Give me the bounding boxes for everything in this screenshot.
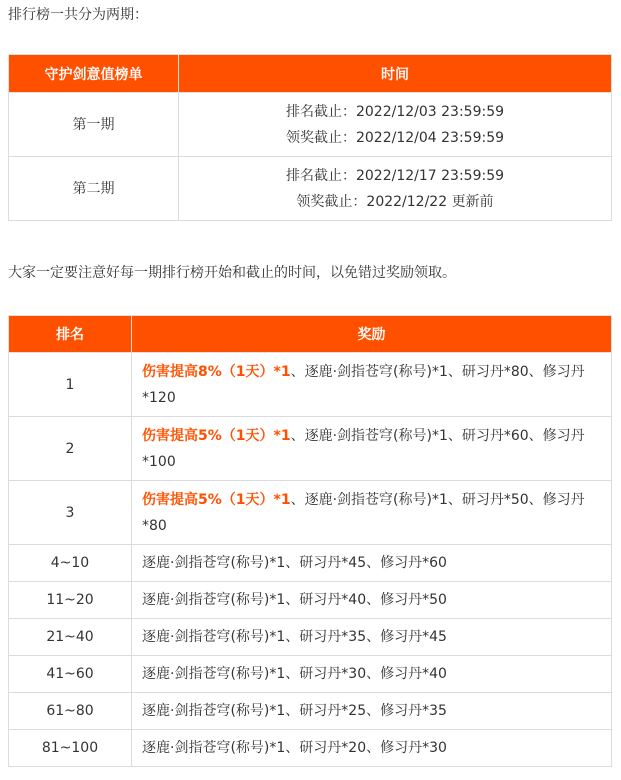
table-row [9, 582, 612, 619]
rank-cell: 1 [9, 353, 132, 417]
claim-deadline: 领奖截止：2022/12/04 23:59:59 [285, 129, 505, 146]
reward-cell: 逐鹿·剑指苍穹(称号)*1、研习丹*45、修习丹*60 [132, 545, 612, 582]
table-row [9, 545, 612, 582]
reward-highlight: 伤害提高5%（1天）*1 [142, 491, 291, 508]
reward-highlight: 伤害提高5%（1天）*1 [142, 427, 291, 444]
notice-text: 大家一定要注意好每一期排行榜开始和截止的时间，以免错过奖励领取。 [8, 265, 456, 281]
reward-cell [132, 353, 612, 417]
rank-cell: 61~80 [9, 693, 132, 730]
header-time: 时间 [179, 55, 612, 93]
rank-deadline: 排名截止：2022/12/03 23:59:59 [285, 103, 505, 120]
periods-table [8, 54, 612, 221]
reward-cell: 逐鹿·剑指苍穹(称号)*1、研习丹*35、修习丹*45 [132, 619, 612, 656]
rank-cell: 21~40 [9, 619, 132, 656]
reward-cell [132, 417, 612, 481]
reward-cell: 逐鹿·剑指苍穹(称号)*1、研习丹*20、修习丹*30 [132, 730, 612, 767]
intro-text: 排行榜一共分为两期： [8, 7, 148, 23]
reward-items: 、逐鹿·剑指苍穹(称号)*1、研习丹*50、修习丹*80 [142, 491, 585, 534]
table-row [9, 619, 612, 656]
period-name: 第二期 [9, 157, 179, 221]
reward-cell [132, 481, 612, 545]
header-reward: 奖励 [132, 316, 612, 353]
table-row [9, 481, 612, 545]
table-row [9, 353, 612, 417]
reward-highlight: 伤害提高8%（1天）*1 [142, 363, 291, 380]
rank-cell: 41~60 [9, 656, 132, 693]
rank-cell: 2 [9, 417, 132, 481]
rank-cell: 11~20 [9, 582, 132, 619]
reward-cell: 逐鹿·剑指苍穹(称号)*1、研习丹*30、修习丹*40 [132, 656, 612, 693]
rank-cell: 81~100 [9, 730, 132, 767]
period-name: 第一期 [9, 93, 179, 157]
rank-deadline: 排名截止：2022/12/17 23:59:59 [285, 167, 505, 184]
rank-cell: 4~10 [9, 545, 132, 582]
table-row [9, 730, 612, 767]
table-row [9, 417, 612, 481]
table-row [9, 693, 612, 730]
header-rank: 排名 [9, 316, 132, 353]
reward-items: 、逐鹿·剑指苍穹(称号)*1、研习丹*60、修习丹*100 [142, 427, 585, 470]
rewards-table [8, 315, 612, 767]
period-time [179, 93, 612, 157]
reward-items: 、逐鹿·剑指苍穹(称号)*1、研习丹*80、修习丹*120 [142, 363, 585, 406]
table-row [9, 157, 612, 221]
header-ranking-list: 守护剑意值榜单 [9, 55, 179, 93]
periods-table-header [9, 55, 612, 93]
period-time [179, 157, 612, 221]
reward-cell: 逐鹿·剑指苍穹(称号)*1、研习丹*40、修习丹*50 [132, 582, 612, 619]
reward-cell: 逐鹿·剑指苍穹(称号)*1、研习丹*25、修习丹*35 [132, 693, 612, 730]
claim-deadline: 领奖截止：2022/12/22 更新前 [296, 193, 494, 210]
table-row [9, 93, 612, 157]
rewards-table-header [9, 316, 612, 353]
rank-cell: 3 [9, 481, 132, 545]
table-row [9, 656, 612, 693]
